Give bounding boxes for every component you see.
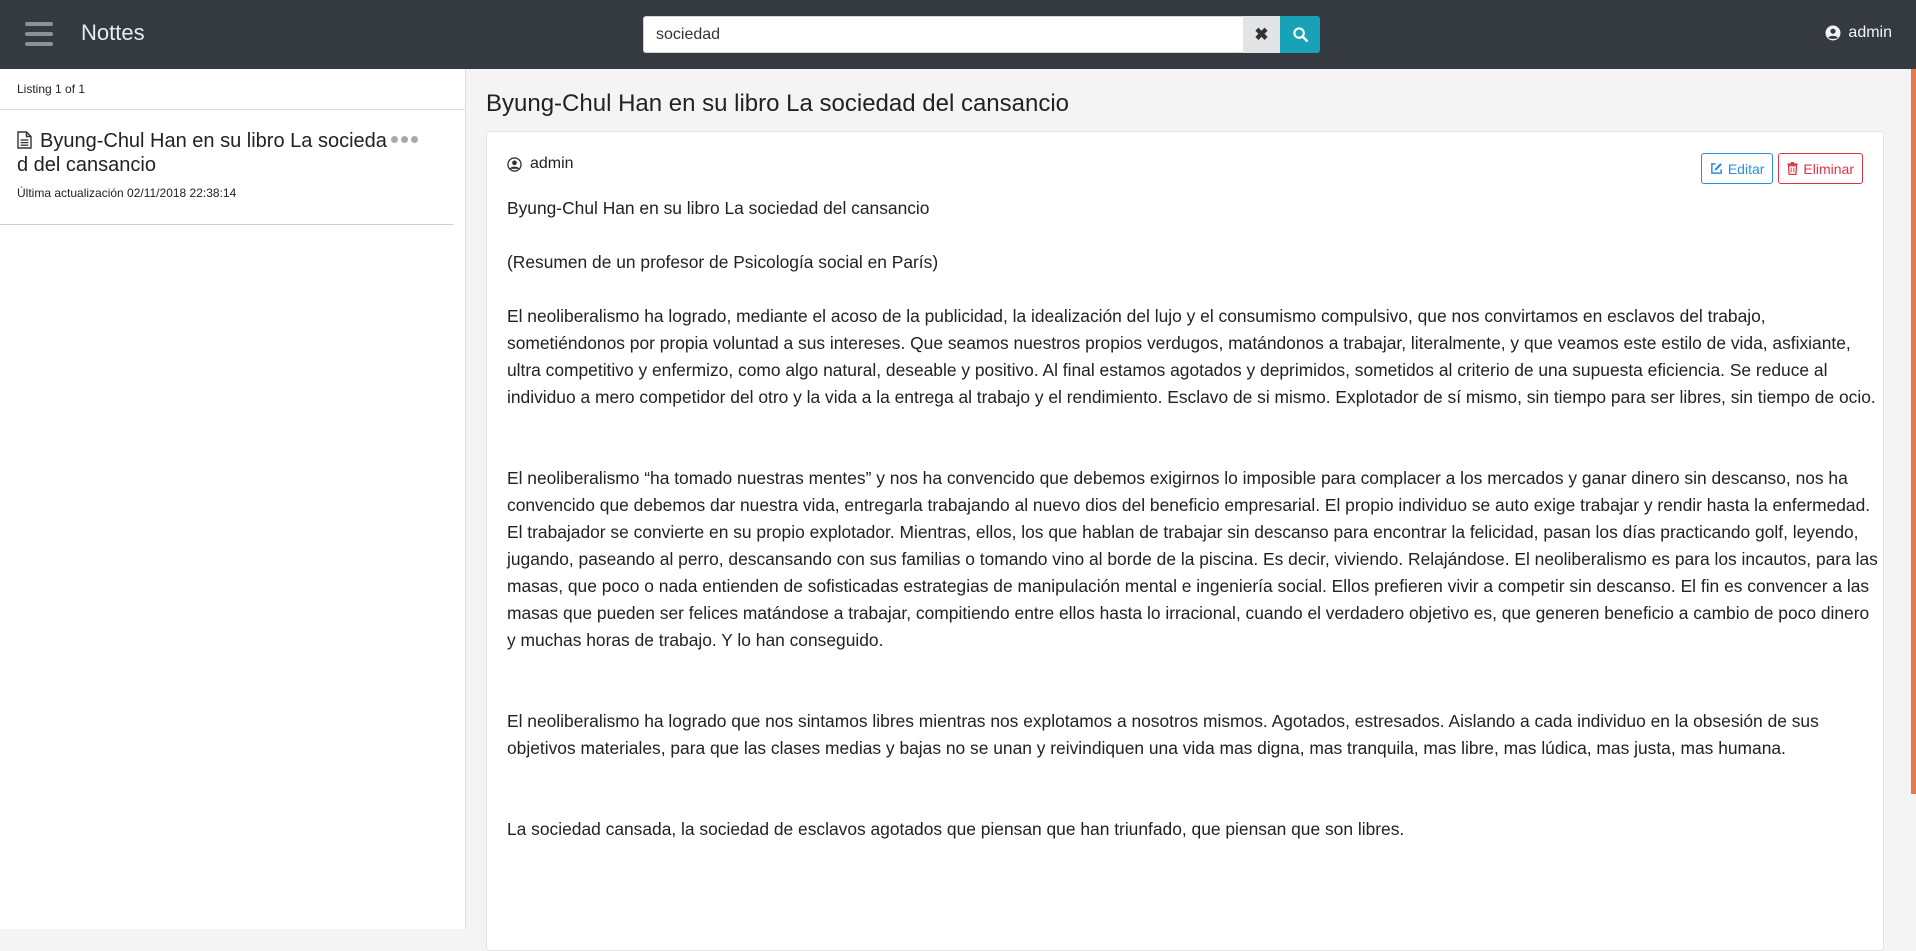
edit-icon <box>1710 162 1723 175</box>
note-paragraph: (Resumen de un profesor de Psicología social en París) <box>507 252 939 272</box>
note-author <box>507 155 574 173</box>
note-body <box>507 195 1879 843</box>
delete-button-label: Eliminar <box>1803 160 1854 177</box>
note-actions <box>1701 153 1863 184</box>
note-list-item-updated: Última actualización 02/11/2018 22:38:14 <box>17 186 237 200</box>
trash-icon <box>1787 162 1798 175</box>
note-list-item[interactable] <box>0 110 453 225</box>
search-input[interactable] <box>643 16 1243 53</box>
close-icon: ✖ <box>1254 24 1269 44</box>
note-list-item-title-text: Byung-Chul Han en su libro La sociedad del cansancio <box>17 130 387 176</box>
user-name: admin <box>1848 24 1892 41</box>
note-author-name: admin <box>530 155 574 172</box>
user-menu[interactable] <box>1825 24 1892 42</box>
note-list-item-title <box>17 129 393 177</box>
delete-button[interactable] <box>1778 153 1863 184</box>
top-navbar <box>0 0 1916 69</box>
page-title: Byung-Chul Han en su libro La sociedad del cansancio <box>486 90 1070 117</box>
document-icon <box>17 131 32 149</box>
notes-sidebar <box>0 69 466 929</box>
note-detail <box>466 69 1916 929</box>
search-bar <box>643 16 1320 53</box>
note-paragraph: La sociedad cansada, la sociedad de esclavos agotados que piensan que han triunfado, que piensan que son libres. <box>507 819 1405 839</box>
listing-count: Listing 1 of 1 <box>0 69 465 110</box>
note-paragraph: Byung-Chul Han en su libro La sociedad del cansancio <box>507 198 930 218</box>
edit-button[interactable] <box>1701 153 1774 184</box>
hamburger-icon[interactable] <box>25 22 53 46</box>
edit-button-label: Editar <box>1727 160 1765 177</box>
search-icon <box>1293 27 1308 42</box>
search-button[interactable] <box>1280 16 1320 53</box>
clear-search-button[interactable] <box>1243 16 1280 53</box>
user-circle-icon <box>507 157 522 172</box>
note-paragraph: El neoliberalismo ha logrado, mediante el acoso de la publicidad, la idealización del lujo y el consumismo compulsivo, que nos convirtamos en esclavos del trabajo, sometiéndonos por propia voluntad a sus intereses. Que seamos nuestros propios verdugos, matándonos a trabajar, literalmente, y que veamos este estilo de vida, asfixiante, ultra competitivo y enfermizo, como algo natural, deseable y positivo. Al final estamos agotados y deprimidos, sometidos al criterio de una supuesta eficiencia. Se reduce al individuo a mero competidor del otro y la vida a la entrega al trabajo y el rendimiento. Esclavo de si mismo. Explotador de sí mismo, sin tiempo para ser libres, sin tiempo de ocio. <box>507 306 1876 407</box>
more-dots-icon[interactable] <box>391 136 418 143</box>
scrollbar[interactable] <box>1911 69 1916 794</box>
note-card <box>486 131 1884 951</box>
app-title[interactable]: Nottes <box>81 20 145 45</box>
note-paragraph: El neoliberalismo “ha tomado nuestras mentes” y nos ha convencido que debemos exigirnos lo imposible para complacer a los mercados y ganar dinero sin descanso, nos ha convencido que debemos dar nuestra vida, entregarla trabajando al nuevo dios del beneficio empresarial. El propio individuo se auto exige trabajar y rendir hasta la enfermedad. El trabajador se convierte en su propio explotador. Mientras, ellos, los que hablan de trabajar sin descanso para encontrar la felicidad, pasan los días practicando golf, leyendo, jugando, paseando al perro, descansando con sus familias o tomando vino al borde de la piscina. Es decir, viviendo. Relajándose. El neoliberalismo es para los incautos, para las masas, que poco o nada entienden de sofisticadas estrategias de manipulación mental e ingeniería social. Ellos prefieren vivir a competir sin descanso. El fin es convencer a las masas que pueden ser felices matándose a trabajar, compitiendo entre ellos hasta lo irracional, cuando el verdadero objetivo es, que generen beneficio a cambio de poco dinero y muchas horas de trabajo. Y lo han conseguido. <box>507 468 1878 650</box>
note-paragraph: El neoliberalismo ha logrado que nos sintamos libres mientras nos explotamos a nosotros mismos. Agotados, estresados. Aislando a cada individuo en la obsesión de sus objetivos materiales, para que las clases medias y bajas no se unan y reivindiquen una vida mas digna, mas tranquila, mas libre, mas lúdica, mas justa, mas humana. <box>507 711 1819 758</box>
user-circle-icon <box>1825 25 1841 41</box>
